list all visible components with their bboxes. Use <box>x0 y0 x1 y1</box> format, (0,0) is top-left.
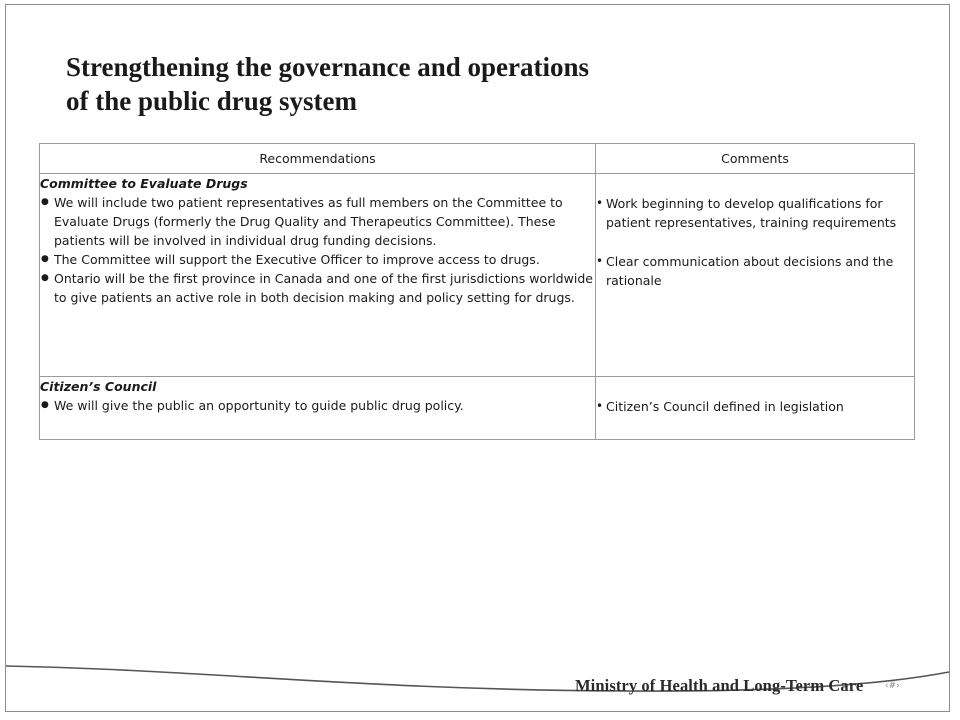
column-header-comments: Comments <box>596 144 915 174</box>
table-row <box>40 377 915 440</box>
recommendation-item: ● We will include two patient representatives as full members on the Committee to Evaluate Drugs (formerly the Drug Quality and Therapeutics Committee). These patients will be involved in individual drug funding decisions. <box>40 193 595 250</box>
recommendation-cell <box>40 174 596 377</box>
comment-list <box>596 194 914 232</box>
recommendation-cell <box>40 377 596 440</box>
comment-item: • Clear communication about decisions and the rationale <box>596 252 914 290</box>
recommendation-item: ● Ontario will be the first province in Canada and one of the first jurisdictions worldwide to give patients an active role in both decision making and policy setting for drugs. <box>40 269 595 307</box>
comment-cell <box>596 174 915 377</box>
slide-title-line-2: of the public drug system <box>66 86 358 116</box>
comment-cell <box>596 377 915 440</box>
comment-list <box>596 397 914 416</box>
column-header-recommendations: Recommendations <box>40 144 596 174</box>
table-header-row <box>40 144 915 174</box>
page-number: ‹#› <box>885 681 900 691</box>
ministry-name: Ministry of Health and Long-Term Care <box>575 676 864 695</box>
comment-item: • Work beginning to develop qualifications for patient representatives, training requirements <box>596 194 914 232</box>
recommendation-item: ● We will give the public an opportunity to guide public drug policy. <box>40 396 595 415</box>
section-title: Committee to Evaluate Drugs <box>40 176 248 191</box>
comment-item: • Citizen’s Council defined in legislation <box>596 397 914 416</box>
table-row <box>40 174 915 377</box>
recommendation-list <box>40 193 595 307</box>
recommendations-table <box>39 143 915 440</box>
slide-title-line-1: Strengthening the governance and operations <box>66 52 590 82</box>
slide-title <box>66 50 589 118</box>
section-title: Citizen’s Council <box>40 379 157 394</box>
comment-list <box>596 252 914 290</box>
recommendation-list <box>40 396 595 415</box>
recommendation-item: ● The Committee will support the Executive Officer to improve access to drugs. <box>40 250 595 269</box>
